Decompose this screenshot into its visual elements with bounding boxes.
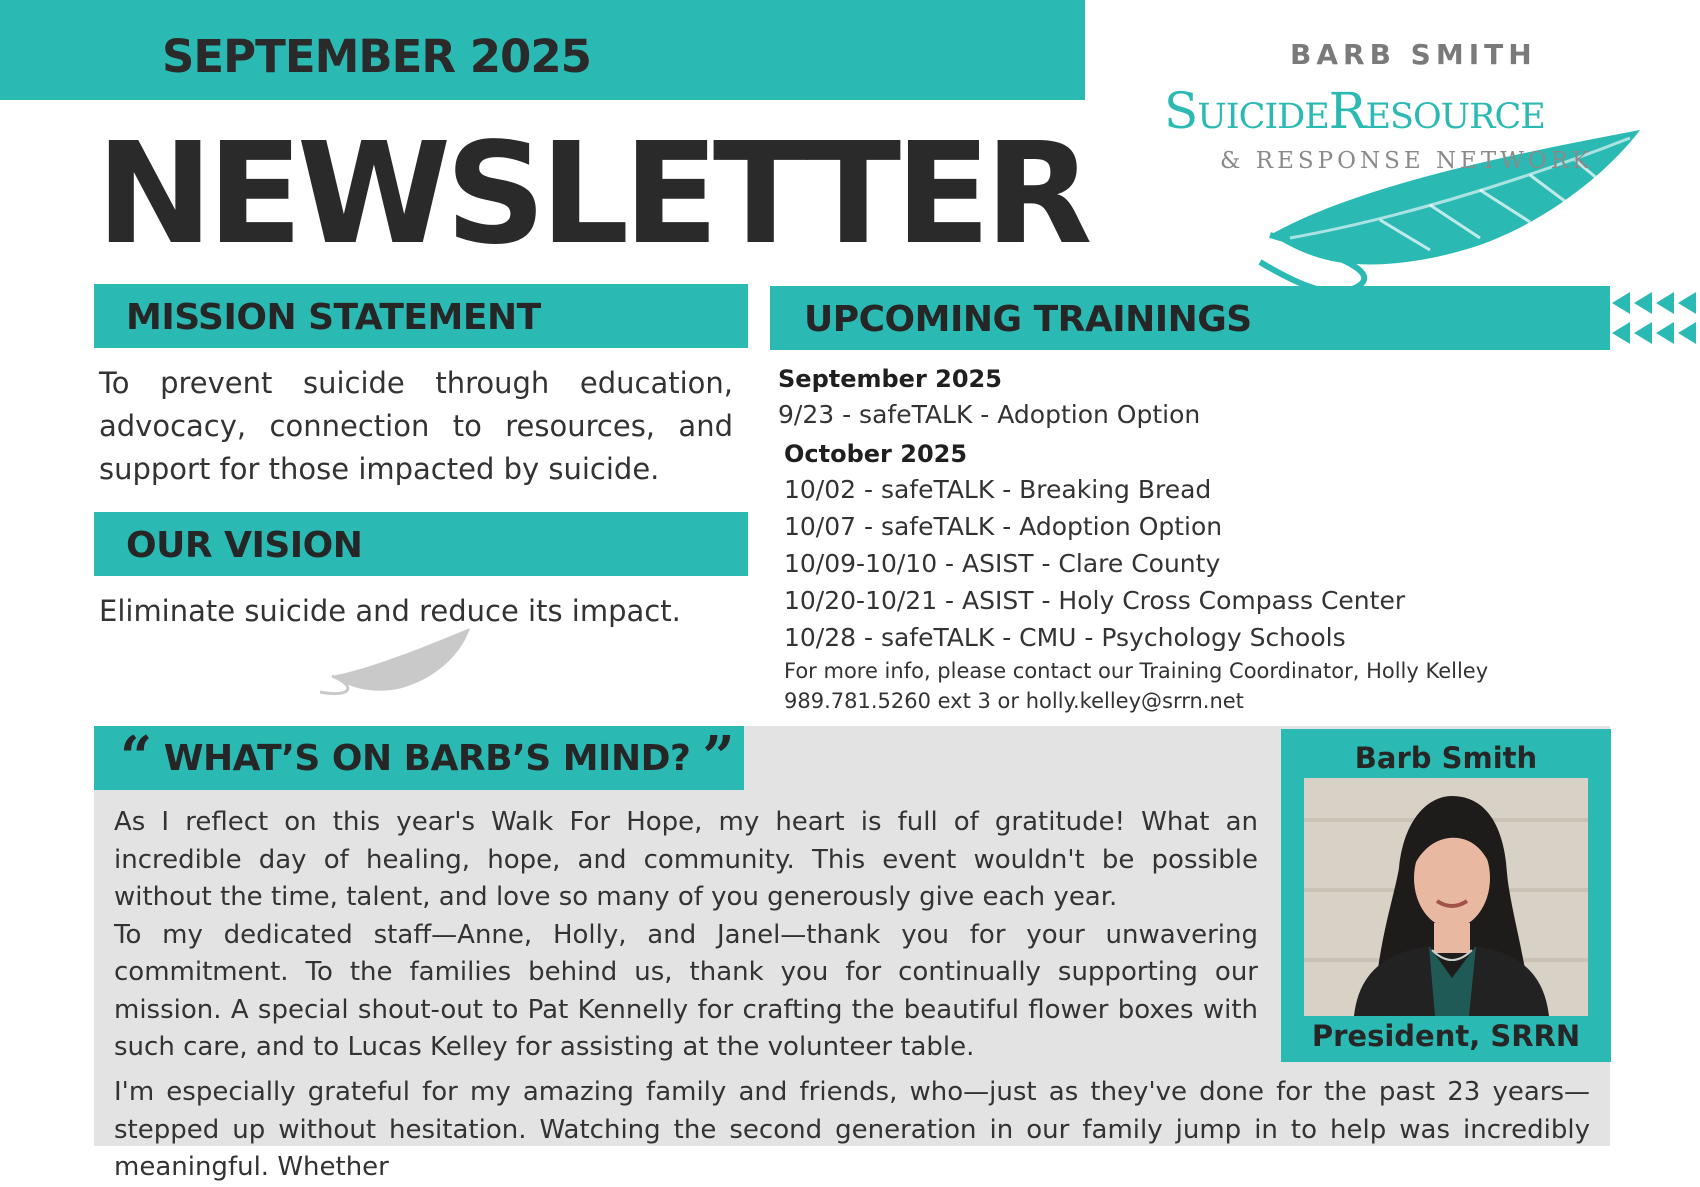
srrn-logo (1160, 30, 1670, 270)
barb-letter (114, 804, 1258, 1067)
training-contact-details: 989.781.5260 ext 3 or holly.kelley@srrn.net (784, 689, 1244, 713)
training-contact-info: For more info, please contact our Training Coordinator, Holly Kelley (784, 659, 1489, 683)
training-item: 9/23 - safeTALK - Adoption Option (778, 400, 1201, 429)
feather-icon (312, 628, 477, 700)
mission-text: To prevent suicide through education, advocacy, connection to resources, and support for those impacted by suicide. (99, 366, 733, 486)
trainings-heading-bar (770, 286, 1610, 350)
close-quote-icon: ” (702, 724, 735, 790)
training-item: 10/09-10/10 - ASIST - Clare County (784, 549, 1221, 578)
training-item: 10/07 - safeTALK - Adoption Option (784, 512, 1223, 541)
barb-paragraph: To my dedicated staff—Anne, Holly, and Janel—thank you for your unwavering commitment. To the families behind us, thank you for continually supporting our mission. A special shout-out to Pat Kennelly for crafting the beautiful flower boxes with such care, and to Lucas Kelley for assisting at the volunteer table. (114, 919, 1258, 1062)
barb-profile-card (1281, 729, 1611, 1062)
barb-paragraph: As I reflect on this year's Walk For Hope, my heart is full of gratitude! What an incredible day of healing, hope, and community. This event wouldn't be possible without the time, talent, and love so many of you generously give each year. (114, 807, 1258, 912)
newsletter-title: NEWSLETTER (96, 113, 1087, 276)
training-item: 10/20-10/21 - ASIST - Holy Cross Compass Center (784, 586, 1406, 615)
open-quote-icon: “ (120, 724, 152, 790)
profile-name: Barb Smith (1354, 741, 1538, 775)
training-item: 10/28 - safeTALK - CMU - Psychology Schools (784, 623, 1346, 652)
logo-org-name: SuicideResource (1164, 82, 1545, 140)
newsletter-month: SEPTEMBER 2025 (162, 30, 591, 83)
mission-heading-bar (94, 284, 748, 348)
training-item: 10/02 - safeTALK - Breaking Bread (784, 475, 1212, 504)
mission-heading: MISSION STATEMENT (126, 297, 541, 338)
vision-heading-bar (94, 512, 748, 576)
barb-paragraph: I'm especially grateful for my amazing family and friends, who—just as they've done for the past 23 years—stepped up without hesitation. Watching the second generation in our family jump in to help was incredibly meaningful. Whether (114, 1077, 1590, 1182)
trainings-heading: UPCOMING TRAININGS (804, 299, 1252, 340)
barb-heading: WHAT’S ON BARB’S MIND? (163, 738, 691, 779)
month-banner (0, 0, 1085, 100)
barb-photo (1304, 778, 1588, 1016)
vision-heading: OUR VISION (126, 525, 363, 566)
profile-title: President, SRRN (1311, 1019, 1581, 1053)
vision-text: Eliminate suicide and reduce its impact. (99, 594, 681, 628)
logo-name: BARB SMITH (1290, 38, 1537, 71)
triangle-decoration (1612, 290, 1700, 350)
logo-subtitle: & RESPONSE NETWORK (1220, 148, 1594, 174)
barb-heading-bar (94, 726, 744, 790)
training-month: October 2025 (784, 440, 968, 468)
training-month: September 2025 (778, 365, 1002, 393)
